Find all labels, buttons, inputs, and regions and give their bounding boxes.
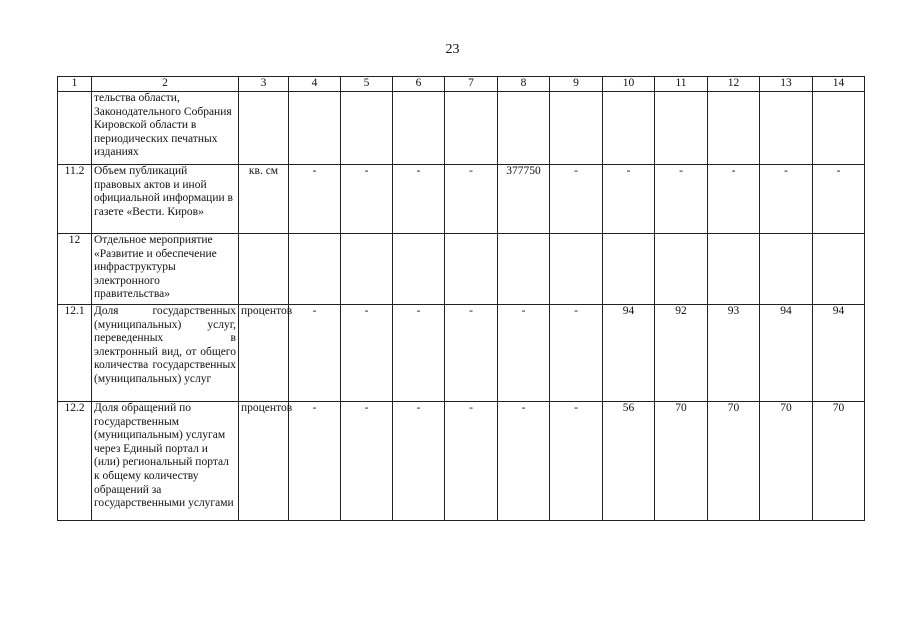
value-cell: - [550,402,603,521]
value-cell: 70 [655,402,708,521]
value-cell: 94 [813,305,865,402]
value-cell: - [498,305,550,402]
indicator-name: тельства области, Законодательного Собрания Кировской области в периодических печатных изданиях [92,92,239,165]
value-cell [393,92,445,165]
value-cell [760,92,813,165]
value-cell [289,234,341,305]
row-number [58,92,92,165]
indicator-name: Объем публикаций правовых актов и иной официальной информации в газете «Вести. Киров» [92,165,239,234]
value-cell: - [445,305,498,402]
value-cell [813,92,865,165]
page-number: 23 [445,42,460,57]
value-cell: - [760,165,813,234]
value-cell: - [289,165,341,234]
value-cell: - [289,305,341,402]
value-cell: - [708,165,760,234]
value-cell [393,234,445,305]
value-cell: - [393,305,445,402]
value-cell: - [289,402,341,521]
table-row [58,305,865,402]
value-cell: - [445,402,498,521]
unit [239,234,289,305]
row-number: 11.2 [58,165,92,234]
table-row [58,402,865,521]
value-cell: 92 [655,305,708,402]
value-cell [341,92,393,165]
indicator-name: Доля государственных (муниципальных) услуг, переведенных в электронный вид, от общего количества государственных (муниципальных) услуг [92,305,239,402]
value-cell [655,92,708,165]
value-cell: - [550,305,603,402]
value-cell [498,234,550,305]
value-cell: - [813,165,865,234]
column-header: 12 [708,77,760,92]
row-number: 12 [58,234,92,305]
value-cell: - [550,165,603,234]
value-cell: 70 [760,402,813,521]
unit [239,92,289,165]
value-cell: - [341,402,393,521]
value-cell [445,234,498,305]
value-cell [289,92,341,165]
value-cell [655,234,708,305]
row-number: 12.1 [58,305,92,402]
value-cell: 377750 [498,165,550,234]
value-cell: - [498,402,550,521]
unit: процентов [239,402,289,521]
row-number: 12.2 [58,402,92,521]
column-header: 5 [341,77,393,92]
value-cell: 93 [708,305,760,402]
value-cell: - [603,165,655,234]
column-header: 2 [92,77,239,92]
value-cell: - [445,165,498,234]
value-cell [708,234,760,305]
unit: кв. см [239,165,289,234]
column-header: 1 [58,77,92,92]
value-cell [760,234,813,305]
indicator-name: Доля обращений по государственным (муниципальным) услугам через Единый портал и (или) региональный портал к общему количеству обращений за государственными услугами [92,402,239,521]
column-header: 3 [239,77,289,92]
column-header: 11 [655,77,708,92]
column-header: 6 [393,77,445,92]
value-cell [708,92,760,165]
value-cell: - [393,165,445,234]
value-cell: 70 [708,402,760,521]
column-header: 13 [760,77,813,92]
column-header: 7 [445,77,498,92]
value-cell [603,234,655,305]
value-cell: 94 [760,305,813,402]
table-row [58,92,865,165]
value-cell [813,234,865,305]
value-cell: 70 [813,402,865,521]
value-cell: 94 [603,305,655,402]
table-row [58,165,865,234]
value-cell [550,92,603,165]
value-cell [341,234,393,305]
column-header: 8 [498,77,550,92]
value-cell [603,92,655,165]
table-row [58,234,865,305]
value-cell: 56 [603,402,655,521]
value-cell [550,234,603,305]
column-header: 9 [550,77,603,92]
header-row [58,77,865,92]
column-header: 4 [289,77,341,92]
value-cell: - [341,305,393,402]
indicator-name: Отдельное мероприятие «Развитие и обеспечение инфраструктуры электронного правительства» [92,234,239,305]
unit: процентов [239,305,289,402]
column-header: 10 [603,77,655,92]
value-cell: - [393,402,445,521]
value-cell: - [341,165,393,234]
value-cell [498,92,550,165]
indicator-table [57,76,865,521]
column-header: 14 [813,77,865,92]
value-cell: - [655,165,708,234]
value-cell [445,92,498,165]
